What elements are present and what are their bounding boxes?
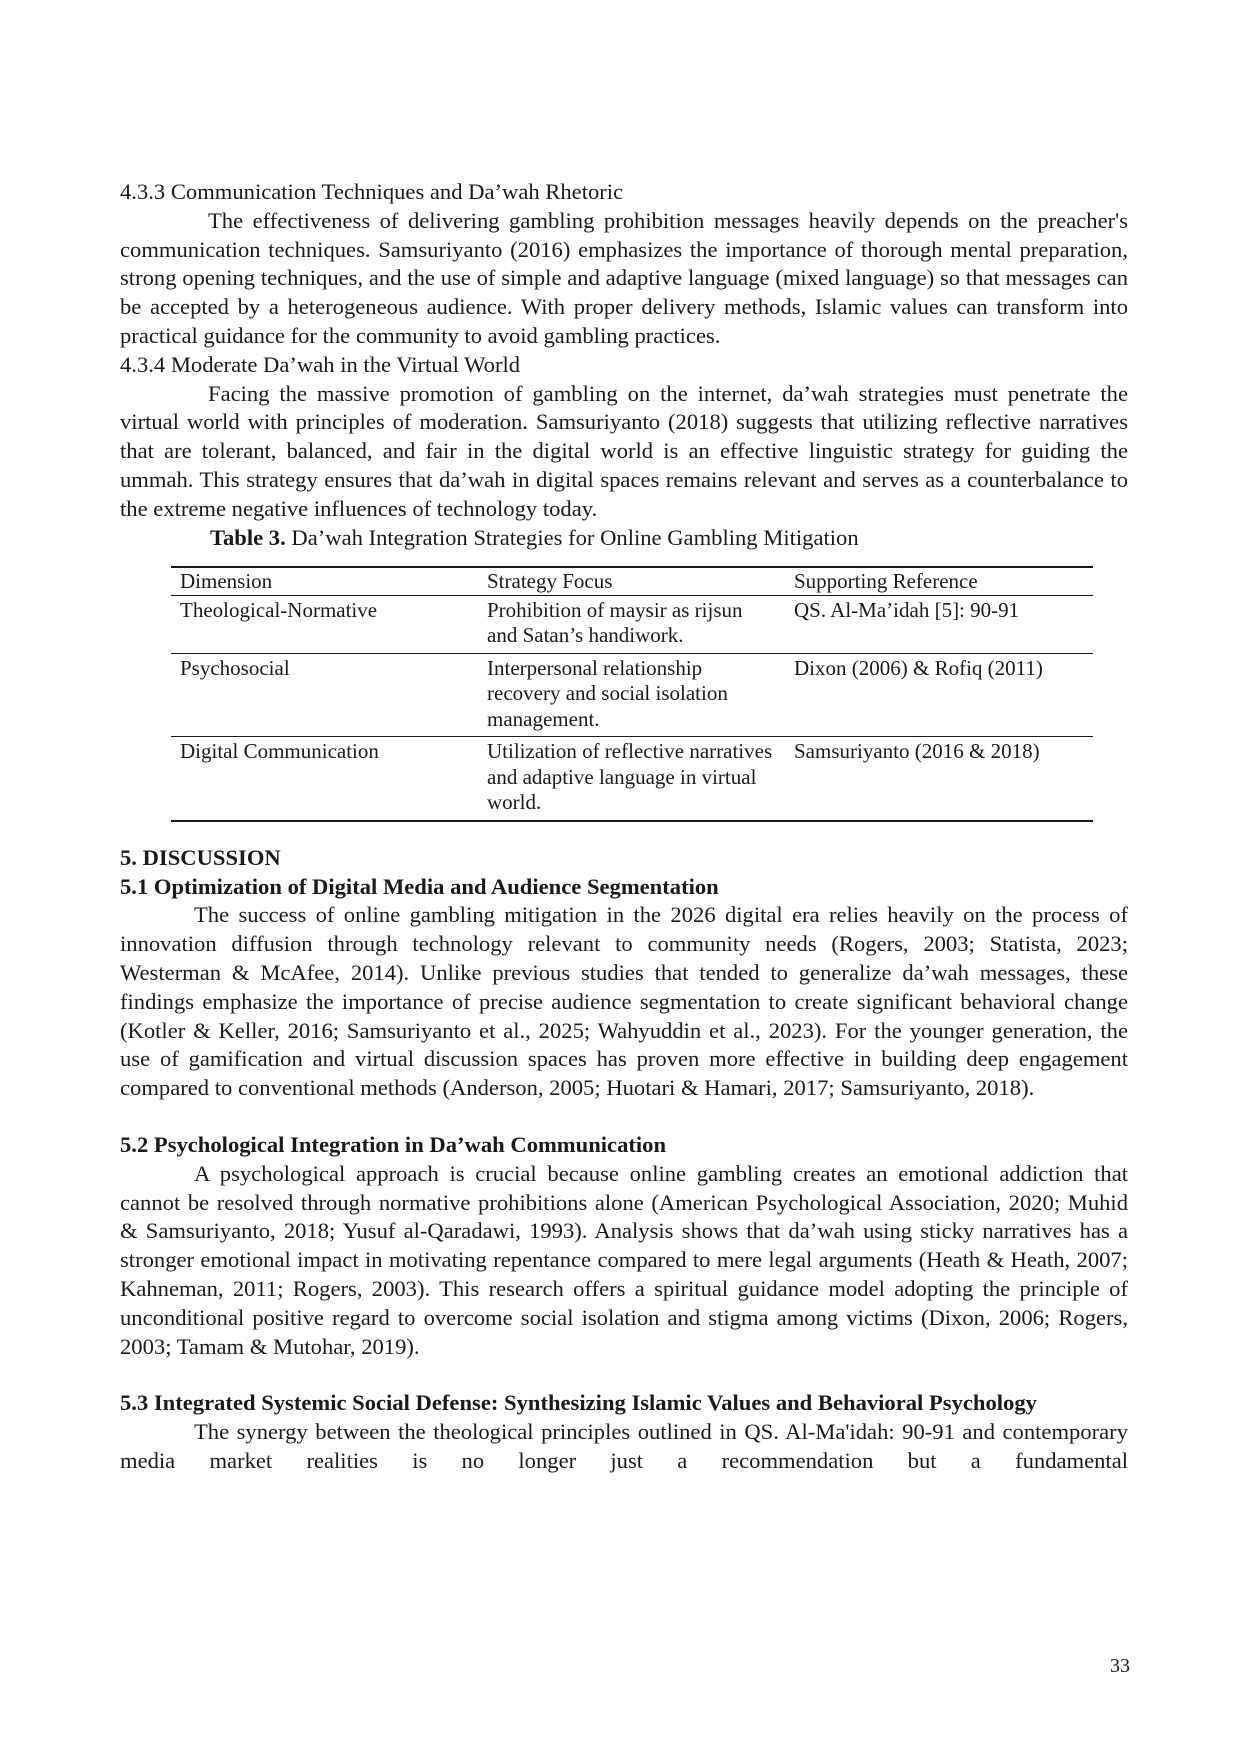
table-caption — [210, 524, 1128, 553]
spacer — [120, 1361, 1128, 1389]
table-cell: Prohibition of maysir as rijsun and Satan’s handiwork. — [478, 595, 785, 653]
spacer — [120, 1103, 1128, 1131]
page-content — [120, 178, 1128, 1476]
paragraph-5-1: The success of online gambling mitigation in the 2026 digital era relies heavily on the process of innovation diffusion through technology relevant to community needs (Rogers, 2003; Statista, 2023; Westerman & McAfee, 2014). Unlike previous studies that tended to generalize da’wah messages, these findings emphasize the importance of precise audience segmentation to create significant behavioral change (Kotler & Keller, 2016; Samsuriyanto et al., 2025; Wahyuddin et al., 2023). For the younger generation, the use of gamification and virtual discussion spaces has proven more effective in building deep engagement compared to conventional methods (Anderson, 2005; Huotari & Hamari, 2017; Samsuriyanto, 2018). — [120, 902, 1128, 1101]
table-cell: Digital Communication — [171, 737, 478, 821]
table-cell: QS. Al-Ma’idah [5]: 90-91 — [785, 595, 1093, 653]
table-header-reference: Supporting Reference — [785, 567, 1093, 595]
table-header-dimension: Dimension — [171, 567, 478, 595]
spacer — [120, 822, 1128, 844]
table-cell: Interpersonal relationship recovery and social isolation management. — [478, 653, 785, 737]
section-heading-5-3: 5.3 Integrated Systemic Social Defense: Synthesizing Islamic Values and Behavioral Psychology — [120, 1390, 1037, 1416]
section-heading-4-3-4: 4.3.4 Moderate Da’wah in the Virtual World — [120, 351, 521, 377]
paragraph-5-2: A psychological approach is crucial because online gambling creates an emotional addiction that cannot be resolved through normative prohibitions alone (American Psychological Association, 2020; Muhid & Samsuriyanto, 2018; Yusuf al-Qaradawi, 1993). Analysis shows that da’wah using sticky narratives has a stronger emotional impact in motivating repentance compared to mere legal arguments (Heath & Heath, 2007; Kahneman, 2011; Rogers, 2003). This research offers a spiritual guidance model adopting the principle of unconditional positive regard to overcome social isolation and stigma among victims (Dixon, 2006; Rogers, 2003; Tamam & Mutohar, 2019). — [120, 1160, 1128, 1359]
paragraph-4-3-3: The effectiveness of delivering gambling prohibition messages heavily depends on the preacher's communication techniques. Samsuriyanto (2016) emphasizes the importance of thorough mental preparation, strong opening techniques, and the use of simple and adaptive language (mixed language) so that messages can be accepted by a heterogeneous audience. With proper delivery methods, Islamic values can transform into practical guidance for the community to avoid gambling practices. — [120, 207, 1128, 348]
table-cell: Psychosocial — [171, 653, 478, 737]
table-row — [171, 737, 1093, 821]
table-row — [171, 653, 1093, 737]
table-caption-label: Table 3. — [210, 524, 286, 550]
table-cell: Samsuriyanto (2016 & 2018) — [785, 737, 1093, 821]
table-header-strategy-focus: Strategy Focus — [478, 567, 785, 595]
section-heading-5-2: 5.2 Psychological Integration in Da’wah Communication — [120, 1132, 667, 1158]
paragraph-4-3-4: Facing the massive promotion of gambling on the internet, da’wah strategies must penetrate the virtual world with principles of moderation. Samsuriyanto (2018) suggests that utilizing reflective narratives that are tolerant, balanced, and fair in the digital world is an effective linguistic strategy for guiding the ummah. This strategy ensures that da’wah in digital spaces remains relevant and serves as a counterbalance to the extreme negative influences of technology today. — [120, 380, 1128, 521]
table-cell: Utilization of reflective narratives and adaptive language in virtual world. — [478, 737, 785, 821]
table-header-row — [171, 567, 1093, 595]
discussion-heading: 5. DISCUSSION — [120, 844, 281, 870]
table-row — [171, 595, 1093, 653]
paragraph-5-3: The synergy between the theological principles outlined in QS. Al-Ma'idah: 90-91 and contemporary media market realities is no longer just a recommendation but a fundamental — [120, 1419, 1128, 1473]
section-heading-4-3-3: 4.3.3 Communication Techniques and Da’wah Rhetoric — [120, 179, 624, 204]
table-cell: Dixon (2006) & Rofiq (2011) — [785, 653, 1093, 737]
section-heading-5-1: 5.1 Optimization of Digital Media and Audience Segmentation — [120, 873, 719, 899]
table-caption-text: Da’wah Integration Strategies for Online Gambling Mitigation — [285, 524, 859, 550]
table-cell: Theological-Normative — [171, 595, 478, 653]
page-number: 33 — [1110, 1655, 1130, 1677]
strategy-table — [171, 566, 1093, 822]
